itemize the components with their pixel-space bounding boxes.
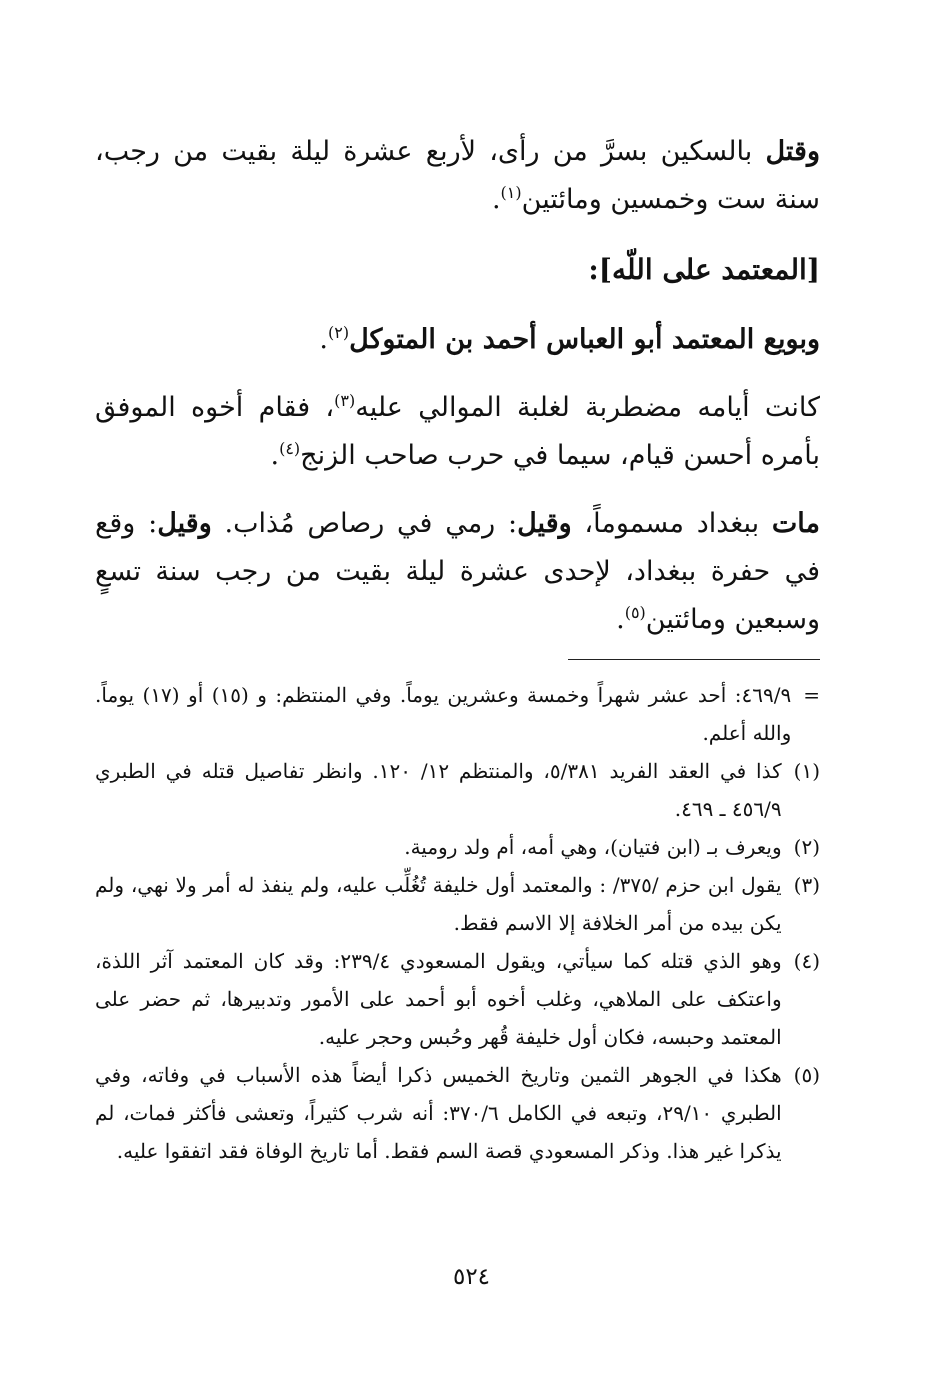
paragraph-reign: [95, 384, 820, 480]
bold-lead-word: وقتل: [765, 136, 820, 167]
page-number: ٥٢٤: [452, 1264, 491, 1290]
period: .: [319, 324, 328, 355]
footnote-continued: [95, 676, 820, 752]
footnote-separator: [568, 659, 820, 660]
paragraph-text: : رمي في رصاص مُذاب.: [211, 508, 518, 539]
footnote-4: [95, 942, 820, 1056]
bold-qil: وقيل: [157, 508, 212, 539]
period: .: [616, 604, 625, 635]
paragraph-allegiance: [95, 316, 820, 364]
footnote-text: يقول ابن حزم /٣٧٥/ : والمعتمد أول خليفة تُغُلِّب عليه، ولم ينفذ له أمر ولا نهي، ولم يكن بيده من أمر الخلافة إلا الاسم فقط.: [95, 873, 782, 935]
footnote-marker: (٣): [793, 873, 820, 897]
footnote-marker: (٥): [793, 1063, 820, 1087]
paragraph-text: ببغداد مسموماً،: [571, 508, 772, 539]
footnote-ref-4: (٤): [279, 439, 301, 458]
footnote-ref-3: (٣): [334, 391, 356, 410]
bold-sentence: وبويع المعتمد أبو العباس أحمد بن المتوكل: [349, 324, 820, 355]
footnote-marker: =: [803, 683, 820, 707]
bold-lead-word: مات: [771, 508, 820, 539]
period: .: [270, 440, 280, 471]
paragraph-death: [95, 500, 820, 644]
footnote-text: ويعرف بـ (ابن فتيان)، وهي أمه، أم ولد رومية.: [404, 835, 782, 859]
footnote-text: وهو الذي قتله كما سيأتي، ويقول المسعودي ٢٣٩/٤: وقد كان المعتمد آثر اللذة، واعتكف على الملاهي، وغلب أخوه أبو أحمد على الأمور وتدبيرها، ثم حضر على المعتمد وحبسه، فكان أول خليفة قُهر وحُبس وحجر عليه.: [95, 949, 782, 1049]
period: .: [491, 184, 501, 215]
paragraph-text: كانت أيامه مضطربة لغلبة الموالي عليه: [355, 392, 820, 423]
footnote-text: ٤٦٩/٩: أحد عشر شهراً وخمسة وعشرين يوماً. وفي المنتظم: و (١٥) أو (١٧) يوماً. والله أعلم.: [95, 683, 792, 745]
footnote-3: [95, 866, 820, 942]
footnote-ref-1: (١): [500, 183, 522, 202]
paragraph-text: : وقع في حفرة ببغداد، لإحدى عشرة ليلة بقيت من رجب سنة تسعٍ وسبعين ومائتين: [95, 508, 820, 635]
paragraph-text: ، فقام أخوه الموفق بأمره أحسن قيام، سيما في حرب صاحب الزنج: [95, 392, 820, 471]
footnote-text: كذا في العقد الفريد ٥/٣٨١، والمنتظم ١٢/ ١٢٠. وانظر تفاصيل قتله في الطبري ٤٥٦/٩ ـ ٤٦٩.: [95, 759, 782, 821]
paragraph-text: بالسكين بسرَّ من رأى، لأربع عشرة ليلة بقيت من رجب، سنة ست وخمسين ومائتين: [95, 136, 820, 215]
footnote-ref-2: (٢): [328, 323, 350, 342]
paragraph-death-of-predecessor: [95, 128, 820, 224]
footnote-1: [95, 752, 820, 828]
main-text: [95, 128, 820, 644]
footnote-ref-5: (٥): [624, 603, 646, 622]
footnotes: [95, 676, 820, 1170]
footnote-text: هكذا في الجوهر الثمين وتاريخ الخميس ذكرا أيضاً هذه الأسباب في وفاته، وفي الطبري ٢٩/١٠، وتبعه في الكامل ٣٧٠/٦: أنه شرب كثيراً، وتعشى فأكثر فمات، لم يذكرا غير هذا. وذكر المسعودي قصة السم فقط. أما تاريخ الوفاة فقد اتفقوا عليه.: [95, 1063, 782, 1163]
footnote-marker: (١): [793, 759, 820, 783]
footnote-marker: (٢): [793, 835, 820, 859]
bold-qil: وقيل: [517, 508, 572, 539]
footnote-2: [95, 828, 820, 866]
footnote-5: [95, 1056, 820, 1170]
footnote-marker: (٤): [793, 949, 820, 973]
section-heading: [المعتمد على اللّه]:: [588, 253, 820, 286]
